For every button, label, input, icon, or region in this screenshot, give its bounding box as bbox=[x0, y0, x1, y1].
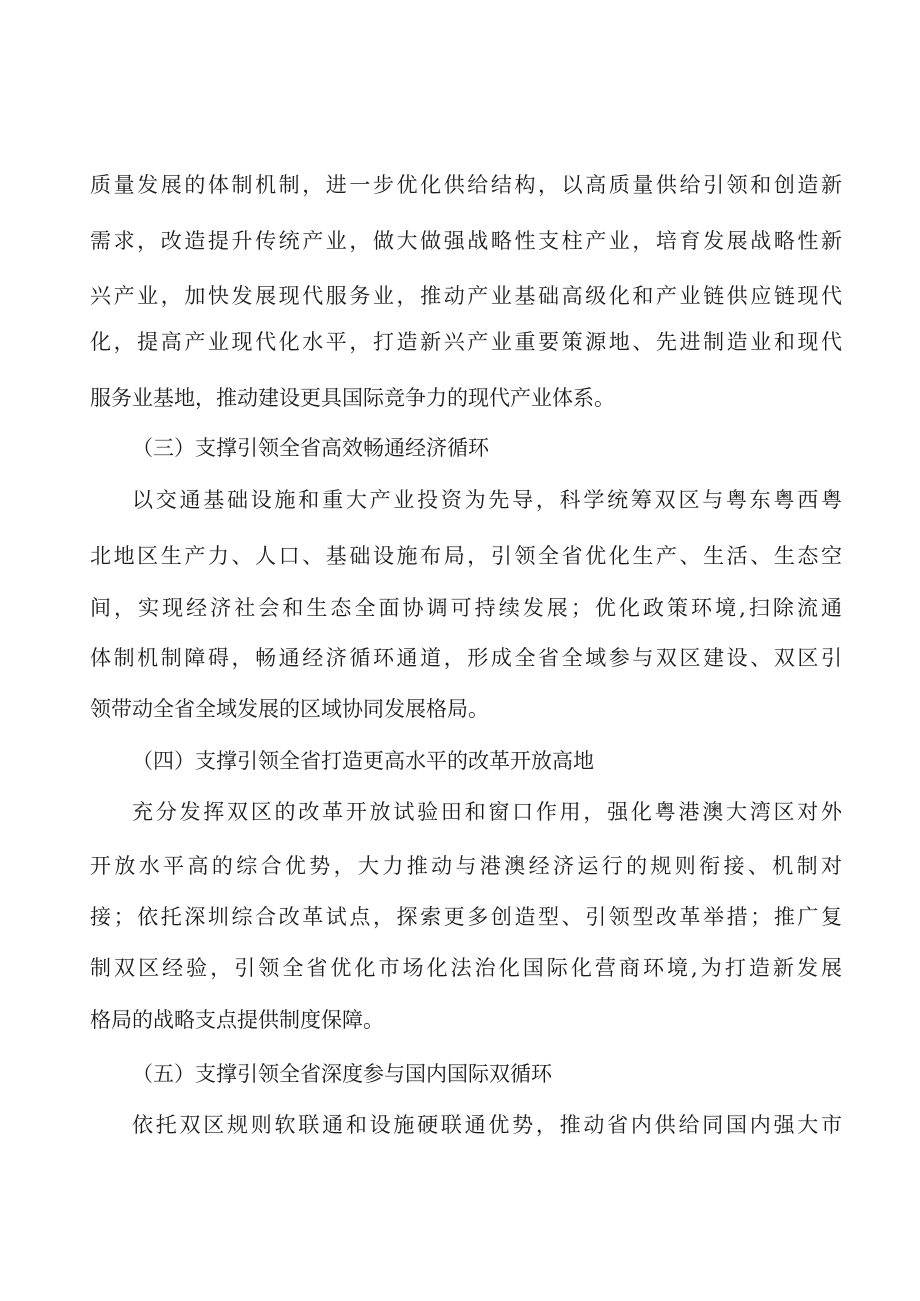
paragraph-line: 服务业基地，推动建设更具国际竞争力的现代产业体系。 bbox=[90, 386, 615, 410]
paragraph-line: 北地区生产力、人口、基础设施布局，引领全省优化生产、生活、生态空 bbox=[90, 544, 842, 568]
paragraph-line: 需求，改造提升传统产业，做大做强战略性支柱产业，培育发展战略性新 bbox=[90, 229, 842, 253]
paragraph-line: 开放水平高的综合优势，大力推动与港澳经济运行的规则衔接、机制对 bbox=[90, 854, 842, 878]
section-heading: （三）支撑引领全省高效畅通经济循环 bbox=[132, 436, 489, 460]
paragraph-line: 领带动全省全域发展的区域协同发展格局。 bbox=[90, 697, 489, 721]
paragraph-line: 化，提高产业现代化水平，打造新兴产业重要策源地、先进制造业和现代 bbox=[90, 330, 842, 354]
paragraph-line: 接；依托深圳综合改革试点，探索更多创造型、引领型改革举措；推广复 bbox=[90, 905, 842, 929]
paragraph-line: 充分发挥双区的改革开放试验田和窗口作用，强化粤港澳大湾区对外 bbox=[132, 800, 842, 824]
paragraph-line: 兴产业，加快发展现代服务业，推动产业基础高级化和产业链供应链现代 bbox=[90, 284, 842, 308]
paragraph-line: 体制机制障碍，畅通经济循环通道，形成全省全域参与双区建设、双区引 bbox=[90, 646, 842, 670]
section-heading: （四）支撑引领全省打造更高水平的改革开放高地 bbox=[132, 749, 594, 773]
paragraph-line: 间，实现经济社会和生态全面协调可持续发展；优化政策环境,扫除流通 bbox=[90, 596, 842, 620]
paragraph-line: 格局的战略支点提供制度保障。 bbox=[90, 1008, 384, 1032]
paragraph-line: 以交通基础设施和重大产业投资为先导，科学统筹双区与粤东粤西粤 bbox=[132, 488, 842, 512]
paragraph-line: 依托双区规则软联通和设施硬联通优势，推动省内供给同国内强大市 bbox=[132, 1113, 842, 1137]
paragraph-line: 制双区经验，引领全省优化市场化法治化国际化营商环境,为打造新发展 bbox=[90, 956, 842, 980]
section-heading: （五）支撑引领全省深度参与国内国际双循环 bbox=[132, 1062, 552, 1086]
paragraph-line: 质量发展的体制机制，进一步优化供给结构，以高质量供给引领和创造新 bbox=[90, 173, 842, 197]
